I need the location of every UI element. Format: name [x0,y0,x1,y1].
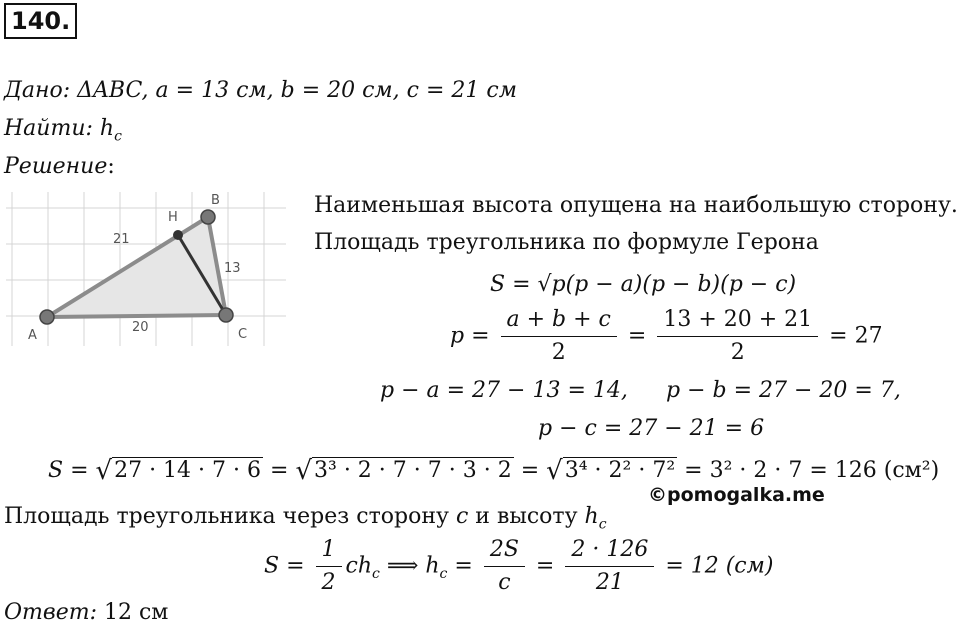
p-num-1: a + b + c [501,306,617,337]
find-label: Найти [4,116,86,141]
text-line-3b: c [455,504,469,529]
side-label-21: 21 [113,232,130,247]
point-c [219,308,233,322]
f-frac-1 [484,536,525,597]
point-h [173,230,183,240]
p-left: p = [450,323,490,349]
f-s-eq: S = [264,553,305,579]
answer-label: Ответ: [4,600,97,625]
heron-formula: S = √p(p − a)(p − b)(p − c) [490,272,797,297]
given-text: : ΔABC, a = 13 см, b = 20 см, c = 21 см [62,78,517,103]
f-mid-sub: c [372,565,380,582]
area-calculation [48,456,939,486]
text-line-3a: Площадь треугольника через сторону [4,504,449,529]
text-line-3e: c [598,516,607,533]
area-s-eq: S = [48,458,89,483]
text-line-3 [4,504,607,532]
f-half-num: 1 [316,536,342,567]
semiperimeter-formula [450,306,883,367]
solution-colon: : [107,154,115,179]
f-result: = 12 (см) [665,553,774,579]
sqrt-1: √27 · 14 · 7 · 6 [95,456,261,486]
f-frac-1-num: 2S [484,536,525,567]
given-label: Дано [4,78,63,103]
point-b [201,210,215,224]
label-b: B [211,193,220,208]
watermark: ©pomogalka.me [648,484,825,506]
find-text: : h [85,116,115,141]
problem-number: 140. [4,3,77,39]
answer-text: 12 см [97,600,169,625]
label-c: C [238,327,248,342]
p-den-1: 2 [551,340,566,365]
text-line-3c: и высоту [475,504,578,529]
f-arrow: ⟹ h [379,553,440,579]
f-half-den: 2 [321,570,336,595]
sqrt-1-body: 27 · 14 · 7 · 6 [114,458,261,483]
area-eq-1: = [270,458,289,483]
p-minus-c: p − c = 27 − 21 = 6 [538,416,765,441]
p-minus-b: p − b = 27 − 20 = 7, [666,378,901,403]
area-result: = 3² · 2 · 7 = 126 (см²) [684,458,940,483]
p-fraction-2 [657,306,818,367]
p-fraction-1 [501,306,617,367]
label-h: H [168,210,178,225]
f-arrow-sub: c [439,565,448,582]
f-frac-1-den: c [498,570,511,595]
sqrt-3-body: 3⁴ · 2² · 7² [564,458,676,483]
f-frac-2-num: 2 · 126 [565,536,654,567]
sqrt-2: √3³ · 2 · 7 · 7 · 3 · 2 [295,456,512,486]
triangle-fill [47,217,226,317]
sqrt-2-body: 3³ · 2 · 7 · 7 · 3 · 2 [314,458,512,483]
triangle-figure [0,186,292,352]
solution-line [4,154,115,179]
p-result: = 27 [829,323,883,349]
f-eq: = [447,553,473,579]
sqrt-3: √3⁴ · 2² · 7² [546,456,676,486]
text-line-1: Наименьшая высота опущена на наибольшую сторону. [314,193,958,218]
height-formula [264,536,773,597]
find-sub: c [114,128,122,145]
p-num-2: 13 + 20 + 21 [657,306,818,337]
area-eq-2: = [520,458,540,483]
text-line-2: Площадь треугольника по формуле Герона [314,230,819,255]
f-frac-2-den: 21 [595,570,624,595]
answer-line [4,600,168,625]
p-eq: = [627,323,647,349]
text-line-3d: h [584,504,599,529]
p-minus-a: p − a = 27 − 13 = 14, [380,378,628,403]
point-a [40,310,54,324]
solution-label: Решение [4,154,108,179]
find-line [4,116,122,144]
p-den-2: 2 [730,340,745,365]
side-label-20: 20 [132,320,149,335]
f-eq-2: = [535,553,555,579]
f-frac-2 [565,536,654,597]
f-mid: ch [345,553,372,579]
f-half [316,536,342,597]
side-label-13: 13 [224,261,241,276]
label-a: A [28,328,37,343]
given-line [4,78,517,103]
